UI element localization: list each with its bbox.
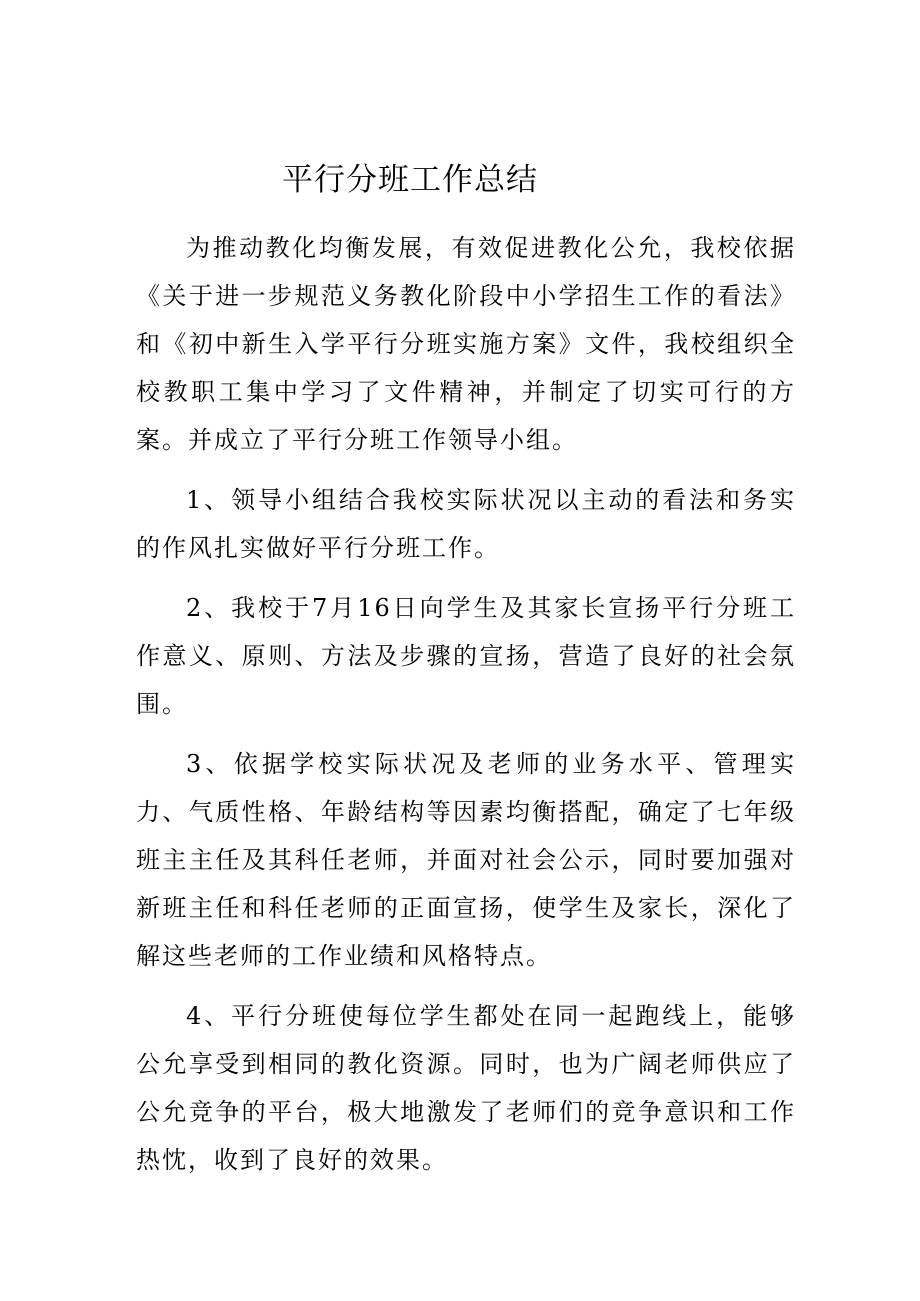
paragraph-gap (136, 464, 796, 476)
paragraph-gap (136, 980, 796, 992)
document-body (136, 224, 796, 1184)
document-title: 平行分班工作总结 (282, 162, 538, 198)
paragraph-gap (136, 572, 796, 584)
paragraph-gap (136, 728, 796, 740)
paragraph-item-2: 2、我校于7月16日向学生及其家长宣扬平行分班工作意义、原则、方法及步骤的宣扬，营造了良好的社会氛围。 (136, 594, 796, 718)
paragraph-intro: 为推动教化均衡发展，有效促进教化公允，我校依据《关于进一步规范义务教化阶段中小学招生工作的看法》和《初中新生入学平行分班实施方案》文件，我校组织全校教职工集中学习了文件精神，并制定了切实可行的方案。并成立了平行分班工作领导小组。 (136, 234, 796, 454)
paragraph-item-1: 1、领导小组结合我校实际状况以主动的看法和务实的作风扎实做好平行分班工作。 (136, 486, 796, 562)
paragraph-item-4: 4、平行分班使每位学生都处在同一起跑线上，能够公允享受到相同的教化资源。同时，也为广阔老师供应了公允竞争的平台，极大地激发了老师们的竞争意识和工作热忱，收到了良好的效果。 (136, 1002, 796, 1174)
paragraph-item-3: 3、依据学校实际状况及老师的业务水平、管理实力、气质性格、年龄结构等因素均衡搭配，确定了七年级班主主任及其科任老师，并面对社会公示，同时要加强对新班主任和科任老师的正面宣扬，使学生及家长，深化了解这些老师的工作业绩和风格特点。 (136, 750, 796, 970)
